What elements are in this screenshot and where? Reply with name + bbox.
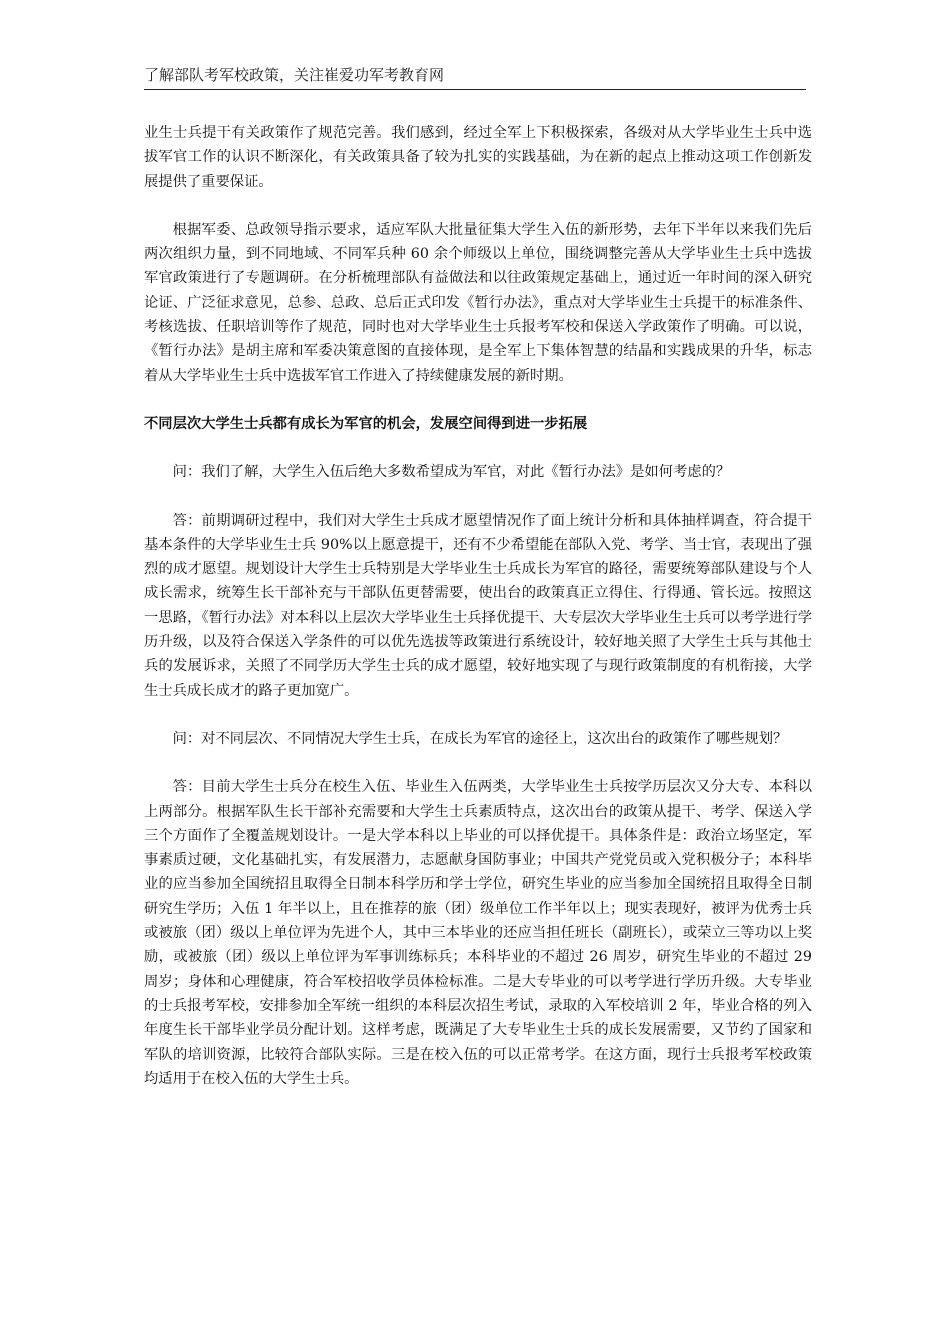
header-text: 了解部队考军校政策，关注崔爱功军考教育网 [144, 66, 445, 84]
paragraph-gap [144, 751, 812, 775]
question-2: 问：对不同层次、不同情况大学生士兵，在成长为军官的途径上，这次出台的政策作了哪些规划？ [172, 730, 788, 747]
paragraph-background: 根据军委、总政领导指示要求，适应军队大批量征集大学生入伍的新形势，去年下半年以来我们先后两次组织力量，到不同地域、不同军兵种 60 余个师级以上单位，围绕调整完善从大学毕业生士兵中选拔军官政策进行了专题调研。在分析梳理部队有益做法和以往政策规定基础上，通过近一年时间的深入研究论证、广泛征求意见，总参、总政、总后正式印发《暂行办法》，重点对大学毕业生士兵提干的标准条件、考核选拔、任职培训等作了规范，同时也对大学毕业生士兵报考军校和保送入学政策作了明确。可以说，《暂行办法》是胡主席和军委决策意图的直接体现，是全军上下集体智慧的结晶和实践成果的升华，标志着从大学毕业生士兵中选拔军官工作进入了持续健康发展的新时期。 [144, 221, 812, 384]
document-body [144, 121, 812, 1091]
paragraph-gap [144, 436, 812, 460]
paragraph-gap [144, 703, 812, 727]
page-header [144, 63, 806, 90]
paragraph-gap [144, 485, 812, 509]
paragraph-gap [144, 194, 812, 218]
paragraph-intro-continued: 业生士兵提干有关政策作了规范完善。我们感到，经过全军上下积极探索，各级对从大学毕业生士兵中选拔军官工作的认识不断深化，有关政策具备了较为扎实的实践基础，为在新的起点上推动这项工作创新发展提供了重要保证。 [144, 125, 812, 190]
section-heading: 不同层次大学生士兵都有成长为军官的机会，发展空间得到进一步拓展 [144, 415, 588, 432]
paragraph-gap [144, 388, 812, 412]
answer-2: 答：目前大学生士兵分在校生入伍、毕业生入伍两类，大学毕业生士兵按学历层次又分大专、本科以上两部分。根据军队生长干部补充需要和大学生士兵素质特点，这次出台的政策从提干、考学、保送入学三个方面作了全覆盖规划设计。一是大学本科以上毕业的可以择优提干。具体条件是：政治立场坚定，军事素质过硬，文化基础扎实，有发展潜力，志愿献身国防事业；中国共产党党员或入党积极分子；本科毕业的应当参加全国统招且取得全日制本科学历和学士学位，研究生毕业的应当参加全国统招且取得全日制研究生学历；入伍 1 年半以上，且在推荐的旅（团）级单位工作半年以上；现实表现好，被评为优秀士兵或被旅（团）级以上单位评为先进个人，其中三本毕业的还应当担任班长（副班长），或荣立三等功以上奖励，或被旅（团）级以上单位评为军事训练标兵；本科毕业的不超过 26 周岁，研究生毕业的不超过 29 周岁；身体和心理健康，符合军校招收学员体检标准。二是大专毕业的可以考学进行学历升级。大专毕业的士兵报考军校，安排参加全军统一组织的本科层次招生考试，录取的入军校培训 2 年，毕业合格的列入年度生长干部毕业学员分配计划。这样考虑，既满足了大专毕业生士兵的成长发展需要，又节约了国家和军队的培训资源，比较符合部队实际。三是在校入伍的可以正常考学。在这方面，现行士兵报考军校政策均适用于在校入伍的大学生士兵。 [144, 779, 812, 1087]
answer-1: 答：前期调研过程中，我们对大学生士兵成才愿望情况作了面上统计分析和具体抽样调查，符合提干基本条件的大学毕业生士兵 90%以上愿意提干，还有不少希望能在部队入党、考学、当士官，表现出了强烈的成才愿望。规划设计大学生士兵特别是大学毕业生士兵成长为军官的路径，需要统筹部队建设与个人成长需求，统筹生长干部补充与干部队伍更替需要，使出台的政策真正立得住、行得通、管长远。按照这一思路，《暂行办法》对本科以上层次大学毕业生士兵择优提干、大专层次大学毕业生士兵可以考学进行学历升级，以及符合保送入学条件的可以优先选拔等政策进行系统设计，较好地关照了大学生士兵与其他士兵的发展诉求，关照了不同学历大学生士兵的成才愿望，较好地实现了与现行政策制度的有机衔接，大学生士兵成长成才的路子更加宽广。 [144, 512, 812, 699]
question-1: 问：我们了解，大学生入伍后绝大多数希望成为军官，对此《暂行办法》是如何考虑的？ [172, 464, 731, 481]
